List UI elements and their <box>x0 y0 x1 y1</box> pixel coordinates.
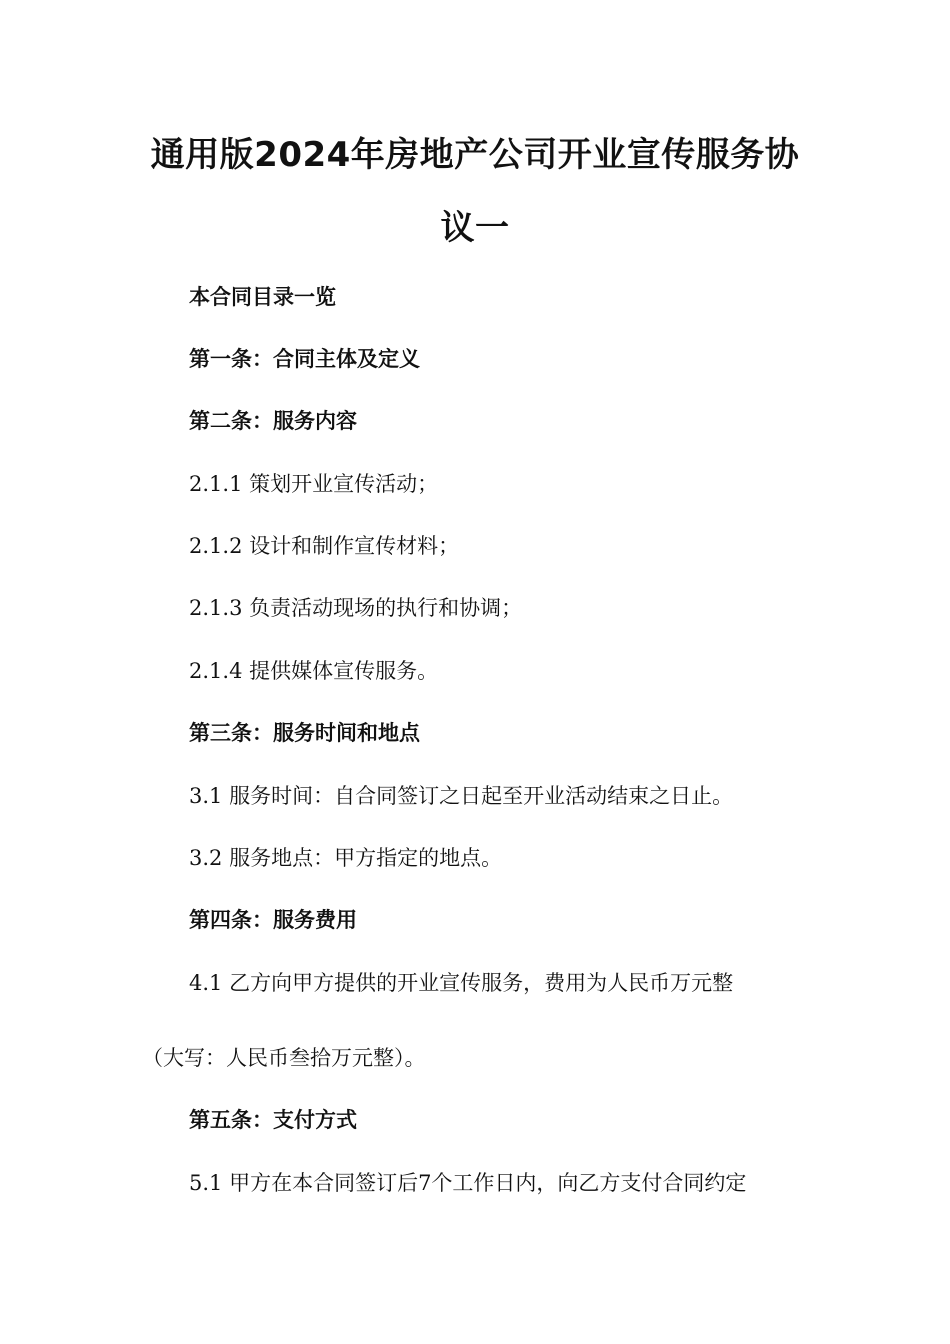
document-title-line-1: 通用版2024年房地产公司开业宣传服务协 <box>150 135 800 175</box>
clause-3-1: 3.1 服务时间：自合同签订之日起至开业活动结束之日止。 <box>189 784 734 808</box>
article-4-heading: 第四条：服务费用 <box>189 908 357 932</box>
clause-3-2: 3.2 服务地点：甲方指定的地点。 <box>189 846 503 870</box>
clause-2-1-2: 2.1.2 设计和制作宣传材料； <box>189 534 460 558</box>
article-1-heading: 第一条：合同主体及定义 <box>189 347 420 371</box>
toc-heading: 本合同目录一览 <box>189 285 336 309</box>
document-title-line-2: 议一 <box>440 208 510 248</box>
clause-5-1: 5.1 甲方在本合同签订后7个工作日内，向乙方支付合同约定 <box>189 1171 747 1195</box>
clause-4-1-continuation: （大写：人民币叁拾万元整）。 <box>142 1046 426 1070</box>
article-5-heading: 第五条：支付方式 <box>189 1108 357 1132</box>
article-2-heading: 第二条：服务内容 <box>189 409 357 433</box>
clause-4-1: 4.1 乙方向甲方提供的开业宣传服务，费用为人民币万元整 <box>189 971 734 995</box>
article-3-heading: 第三条：服务时间和地点 <box>189 721 420 745</box>
clause-2-1-4: 2.1.4 提供媒体宣传服务。 <box>189 659 439 683</box>
clause-2-1-1: 2.1.1 策划开业宣传活动； <box>189 472 439 496</box>
clause-2-1-3: 2.1.3 负责活动现场的执行和协调； <box>189 596 523 620</box>
